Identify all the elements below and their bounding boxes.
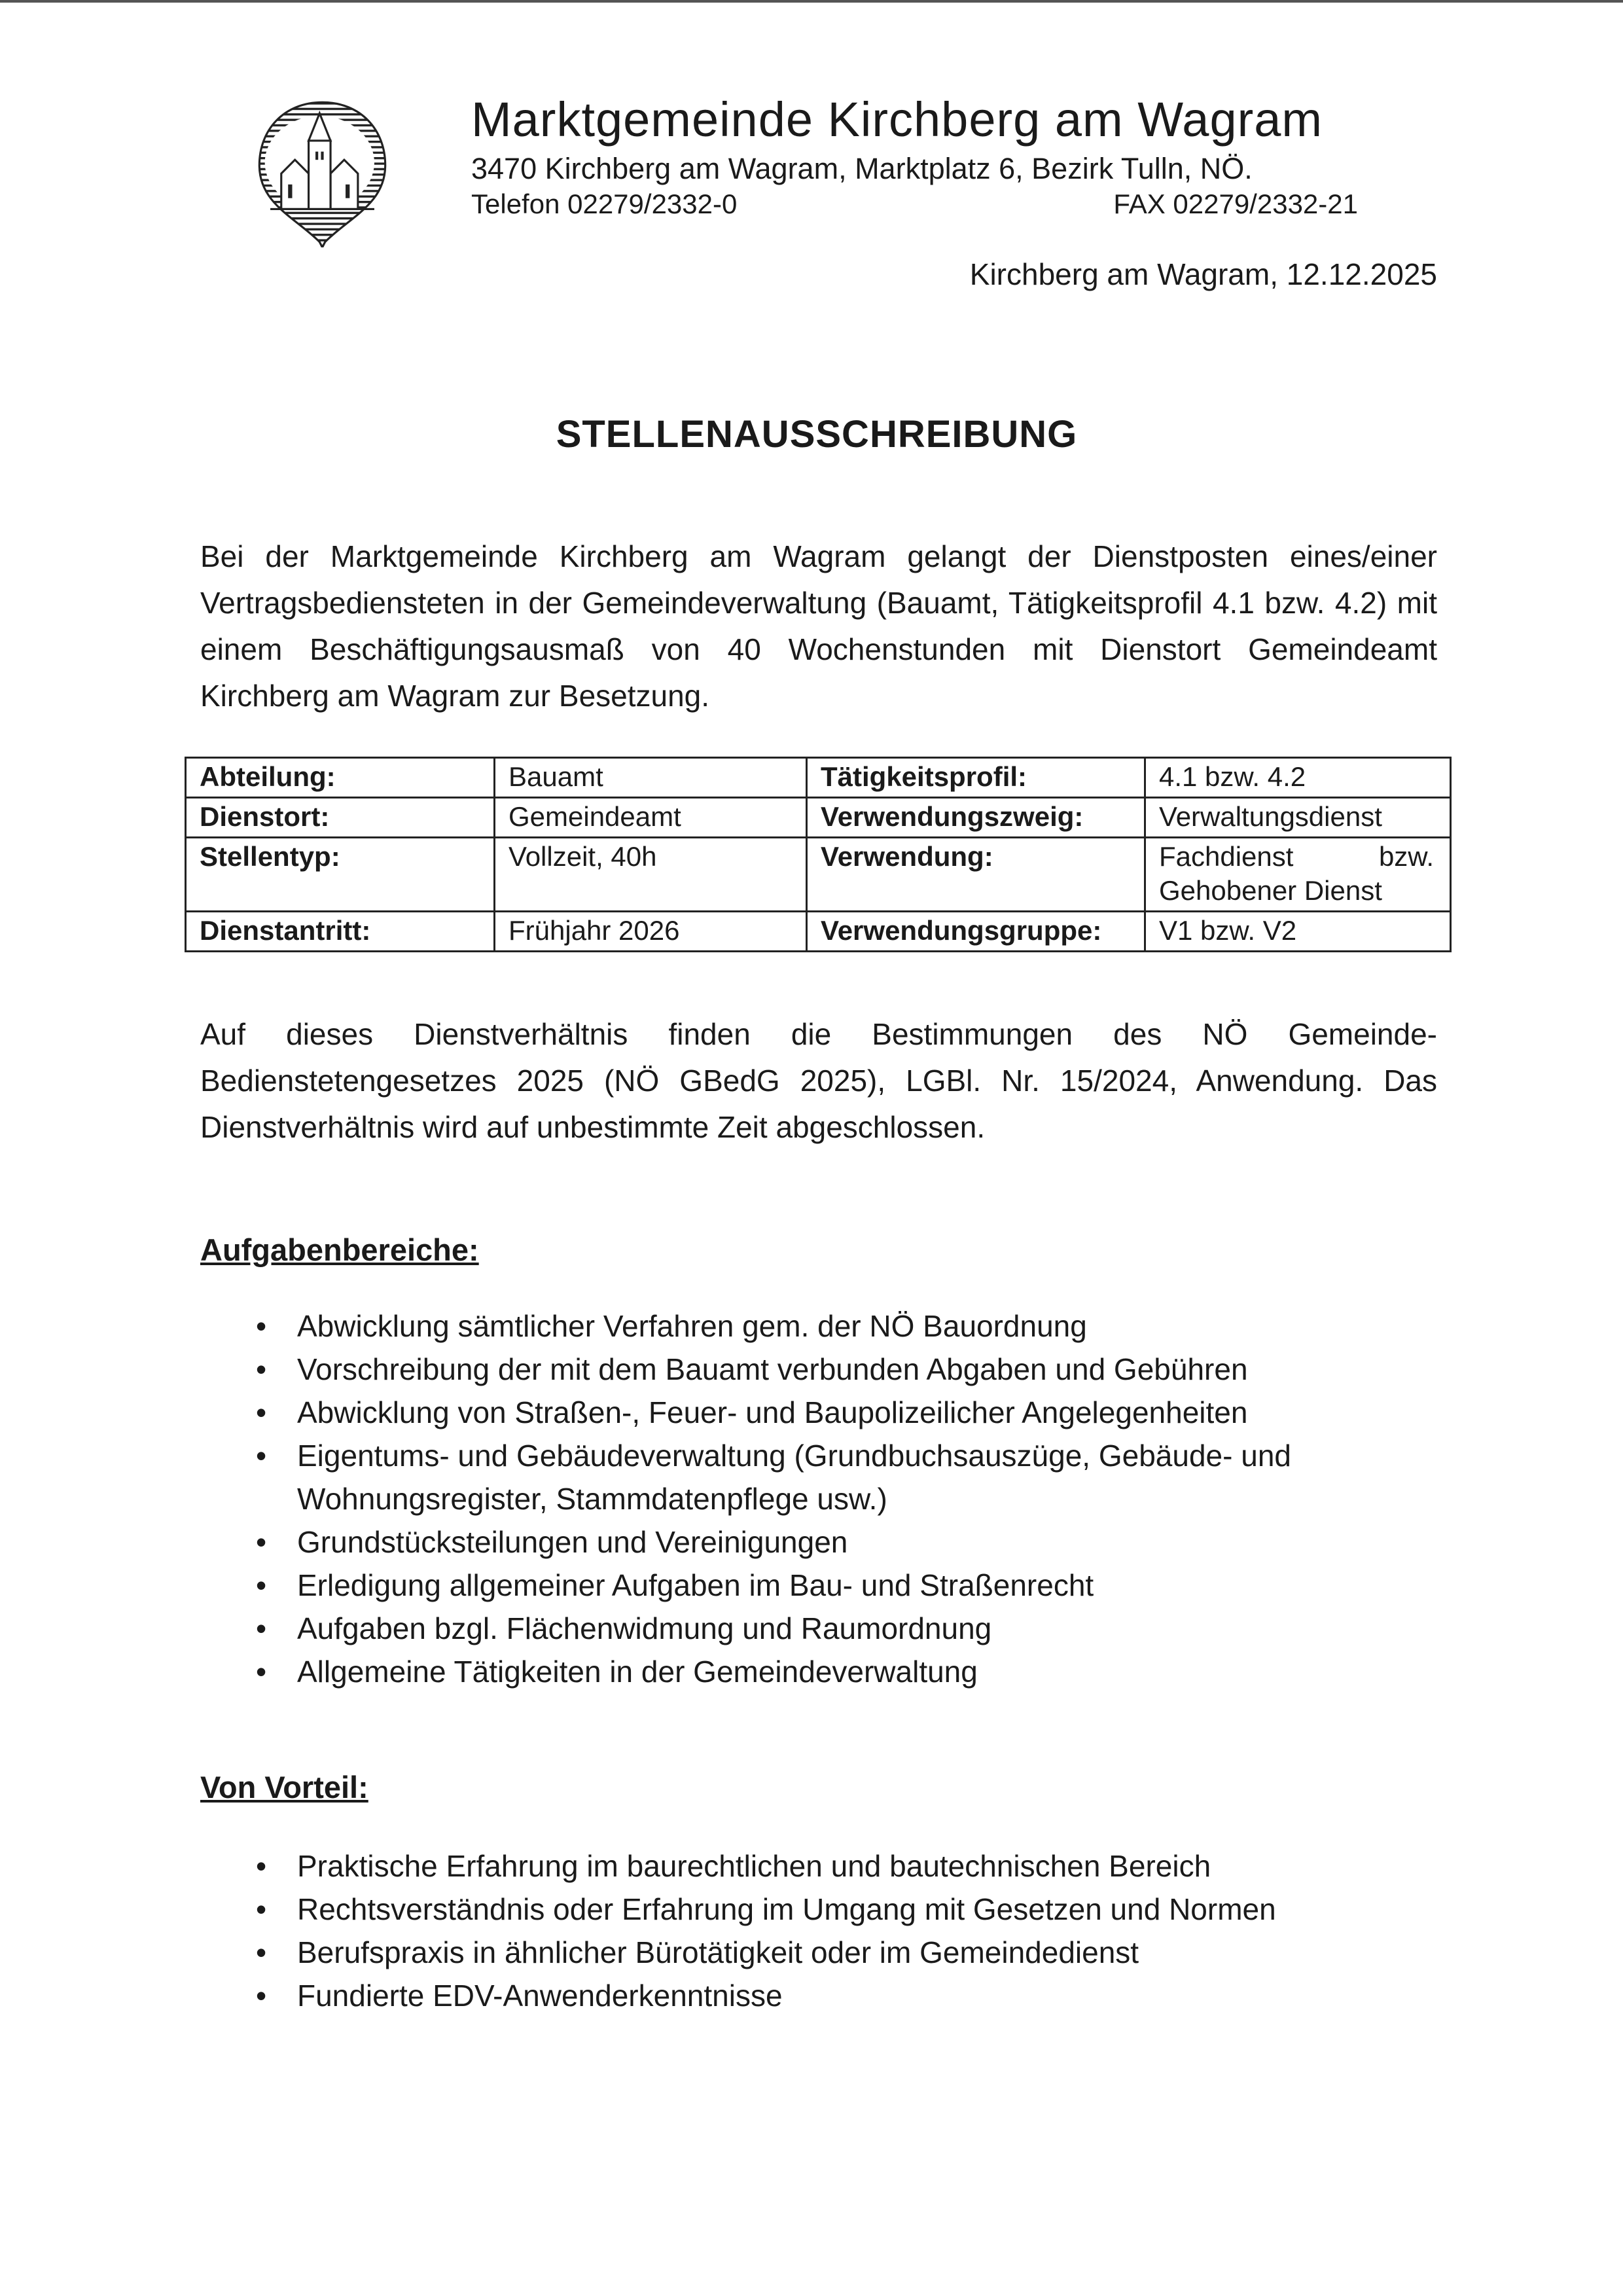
list-item xyxy=(256,1391,1434,1434)
advantages-heading: Von Vorteil: xyxy=(200,1770,368,1804)
legal-paragraph: Auf dieses Dienstverhältnis finden die Bestimmungen des NÖ Gemeinde-Bedienstetengesetzes 2025 (NÖ GBedG 2025), LGBl. Nr. 15/2024, Anwendung. Das Dienstverhältnis wird auf unbestimmte Zeit abgeschlossen. xyxy=(200,1017,1437,1144)
scan-edge xyxy=(0,0,1623,3)
position-details-table xyxy=(185,757,1452,952)
bullet-icon: • xyxy=(256,1935,267,1969)
table-value-line: Gehobener Dienst xyxy=(1159,875,1382,906)
table-row xyxy=(186,758,1451,798)
list-item xyxy=(256,1607,1434,1650)
list-item xyxy=(256,1564,1434,1607)
list-item xyxy=(256,1844,1434,1888)
list-item xyxy=(256,1974,1434,2017)
list-item xyxy=(256,1304,1434,1348)
list-item xyxy=(256,1931,1434,1974)
phone-number: Telefon 02279/2332-0 xyxy=(471,188,738,219)
bullet-icon: • xyxy=(256,1395,267,1429)
list-item-text: Aufgaben bzgl. Flächenwidmung und Raumordnung xyxy=(297,1611,992,1645)
table-label: Verwendungsgruppe: xyxy=(807,912,1145,952)
list-item-text: Berufspraxis in ähnlicher Bürotätigkeit oder im Gemeindedienst xyxy=(297,1935,1139,1969)
bullet-icon: • xyxy=(256,1849,267,1883)
municipal-coat-of-arms-logo xyxy=(252,97,393,247)
table-label: Dienstantritt: xyxy=(186,912,495,952)
fax-number: FAX 02279/2332-21 xyxy=(1113,188,1358,219)
table-label: Abteilung: xyxy=(186,758,495,798)
list-item xyxy=(256,1888,1434,1931)
table-value: Verwaltungsdienst xyxy=(1145,798,1451,838)
bullet-icon: • xyxy=(256,1525,267,1559)
table-value: Vollzeit, 40h xyxy=(495,838,807,912)
list-item xyxy=(256,1434,1434,1520)
bullet-icon: • xyxy=(256,1352,267,1386)
list-item-text: Erledigung allgemeiner Aufgaben im Bau- und Straßenrecht xyxy=(297,1568,1094,1602)
organization-address: 3470 Kirchberg am Wagram, Marktplatz 6, Bezirk Tulln, NÖ. xyxy=(471,152,1253,185)
document-title: STELLENAUSSCHREIBUNG xyxy=(556,413,1078,456)
table-row xyxy=(186,912,1451,952)
list-item xyxy=(256,1650,1434,1693)
bullet-icon: • xyxy=(256,1611,267,1645)
tasks-list xyxy=(256,1304,1434,1693)
table-value: V1 bzw. V2 xyxy=(1145,912,1451,952)
table-label: Verwendung: xyxy=(807,838,1145,912)
bullet-icon: • xyxy=(256,1892,267,1926)
intro-paragraph: Bei der Marktgemeinde Kirchberg am Wagram gelangt der Dienstposten eines/einer Vertragsbediensteten in der Gemeindeverwaltung (Bauamt, Tätigkeitsprofil 4.1 bzw. 4.2) mit einem Beschäftigungsausmaß von 40 Wochenstunden mit Dienstort Gemeindeamt Kirchberg am Wagram zur Besetzung. xyxy=(200,539,1437,713)
table-label: Stellentyp: xyxy=(186,838,495,912)
table-value: Bauamt xyxy=(495,758,807,798)
list-item-text: Eigentums- und Gebäudeverwaltung (Grundbuchsauszüge, Gebäude- und Wohnungsregister, Stammdatenpflege usw.) xyxy=(297,1439,1291,1516)
table-value: Frühjahr 2026 xyxy=(495,912,807,952)
list-item-text: Grundstücksteilungen und Vereinigungen xyxy=(297,1525,848,1559)
place-and-date: Kirchberg am Wagram, 12.12.2025 xyxy=(969,257,1437,291)
table-label: Tätigkeitsprofil: xyxy=(807,758,1145,798)
table-value: 4.1 bzw. 4.2 xyxy=(1145,758,1451,798)
list-item xyxy=(256,1348,1434,1391)
bullet-icon: • xyxy=(256,1568,267,1602)
table-value: Gemeindeamt xyxy=(495,798,807,838)
bullet-icon: • xyxy=(256,1655,267,1689)
table-value-line: Fachdienst bzw. xyxy=(1159,841,1434,872)
table-row xyxy=(186,838,1451,912)
list-item-text: Abwicklung von Straßen-, Feuer- und Baupolizeilicher Angelegenheiten xyxy=(297,1395,1248,1429)
bullet-icon: • xyxy=(256,1439,267,1473)
list-item-text: Praktische Erfahrung im baurechtlichen und bautechnischen Bereich xyxy=(297,1849,1211,1883)
tasks-heading: Aufgabenbereiche: xyxy=(200,1232,479,1267)
list-item-text: Fundierte EDV-Anwenderkenntnisse xyxy=(297,1979,783,2013)
list-item xyxy=(256,1520,1434,1564)
list-item-text: Vorschreibung der mit dem Bauamt verbunden Abgaben und Gebühren xyxy=(297,1352,1248,1386)
table-row xyxy=(186,798,1451,838)
bullet-icon: • xyxy=(256,1979,267,2013)
table-label: Verwendungszweig: xyxy=(807,798,1145,838)
list-item-text: Allgemeine Tätigkeiten in der Gemeindeverwaltung xyxy=(297,1655,978,1689)
table-label: Dienstort: xyxy=(186,798,495,838)
list-item-text: Abwicklung sämtlicher Verfahren gem. der NÖ Bauordnung xyxy=(297,1309,1087,1343)
organization-name: Marktgemeinde Kirchberg am Wagram xyxy=(471,92,1323,147)
advantages-list xyxy=(256,1844,1434,2017)
list-item-text: Rechtsverständnis oder Erfahrung im Umgang mit Gesetzen und Normen xyxy=(297,1892,1276,1926)
table-value xyxy=(1145,838,1451,912)
bullet-icon: • xyxy=(256,1309,267,1343)
